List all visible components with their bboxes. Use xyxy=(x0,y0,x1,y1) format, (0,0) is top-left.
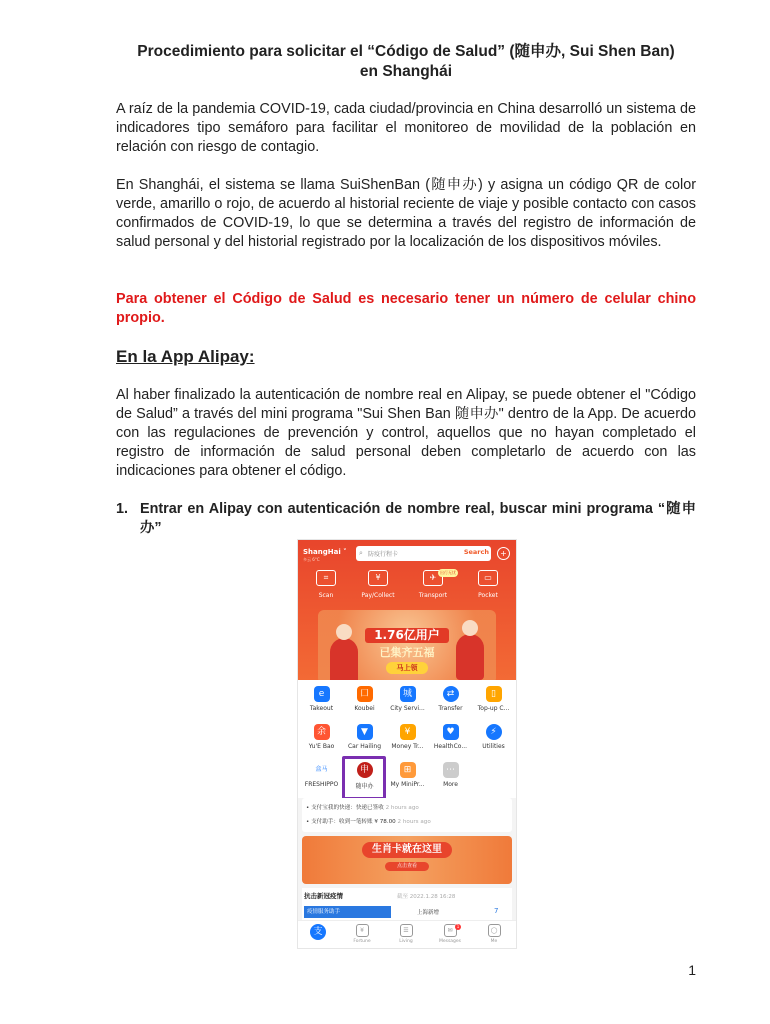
grid-label: Transfer xyxy=(438,705,463,712)
transport-icon: ✈ xyxy=(423,570,443,586)
freshippo-icon: 盒马 xyxy=(314,762,330,778)
grid-item-money-transfer[interactable] xyxy=(386,724,429,750)
koubei-icon: 口 xyxy=(357,686,373,702)
fortune-icon: ¥ xyxy=(356,924,369,937)
grid-label: Utilities xyxy=(482,743,505,750)
top-shortcuts xyxy=(298,570,516,604)
tab-label: Me xyxy=(490,939,498,944)
tab-messages[interactable] xyxy=(430,924,470,944)
title-line-2: en Shanghái xyxy=(359,63,453,80)
page-number: 1 xyxy=(688,962,696,978)
paragraph-suishenban: En Shanghái, el sistema se llama SuiShenBan (随申办) y asigna un código QR de color verde, amarillo o rojo, de acuerdo al historial reciente de viaje y posible contacto con casos confirmados de COVID-19, lo que se determina a través del registro de información de salud personal y del historial registrado por la localización de los dispositivos móviles. xyxy=(116,177,696,250)
news-city: 上海新增 xyxy=(417,910,440,916)
utilities-icon: ⚡ xyxy=(486,724,502,740)
search-bar[interactable] xyxy=(356,546,491,561)
grid-item-koubei[interactable] xyxy=(343,686,386,712)
grid-item-freshippo[interactable] xyxy=(300,762,343,788)
living-icon: ☰ xyxy=(400,924,413,937)
paragraph-intro: A raíz de la pandemia COVID-19, cada ciudad/provincia en China desarrolló un sistema de indicadores tipo semáforo para facilitar el monitoreo de movilidad de la población en relación con riesgo de contagio. xyxy=(116,101,696,155)
grid-label: Top-up C... xyxy=(477,705,510,712)
scan-label: Scan xyxy=(318,592,334,599)
grid-label: Money Tr... xyxy=(391,743,424,750)
step-number: 1. xyxy=(116,501,129,517)
tab-label: Fortune xyxy=(353,939,371,944)
grid-label: Koubei xyxy=(354,705,375,712)
banner-headline: 1.76亿用户 xyxy=(365,628,449,643)
section-heading: En la App Alipay: xyxy=(116,347,255,366)
notification-item[interactable]: • 支付宝我的快递：快递已签收 2 hours ago xyxy=(306,805,419,811)
grid-label: 随申办 xyxy=(355,783,374,790)
grid-label: HealthCo... xyxy=(433,743,468,750)
search-icon: ⌕ xyxy=(359,549,363,557)
search-placeholder: 防疫行程卡 xyxy=(368,551,399,558)
notification-list[interactable] xyxy=(302,798,512,832)
tab-home[interactable] xyxy=(298,924,338,940)
me-icon: ◯ xyxy=(488,924,501,937)
paragraph-requirement: Para obtener el Código de Salud es necesario tener un número de celular chino propio. xyxy=(116,291,696,326)
news-date: 截至 2022.1.28 16:28 xyxy=(397,894,456,900)
grid-label: My MiniPr... xyxy=(390,781,425,788)
grid-label: City Servi... xyxy=(390,705,425,712)
pay-icon: ¥ xyxy=(368,570,388,586)
step-text: Entrar en Alipay con autenticación de nombre real, buscar mini programa “随申办” xyxy=(140,501,696,536)
alipay-home-icon: 支 xyxy=(310,924,326,940)
grid-item-yuebao[interactable] xyxy=(300,724,343,750)
news-tag[interactable]: 疫情服务助手 xyxy=(304,906,391,918)
grid-label: Takeout xyxy=(309,705,334,712)
transport-badge: 出行无忧 xyxy=(440,570,456,575)
grid-item-mini-programs[interactable] xyxy=(386,762,429,788)
transfer-icon: ⇄ xyxy=(443,686,459,702)
grid-item-health[interactable] xyxy=(429,724,472,750)
add-icon[interactable]: + xyxy=(497,547,510,560)
grid-item-utilities[interactable] xyxy=(472,724,515,750)
grid-item-takeout[interactable] xyxy=(300,686,343,712)
health-icon: ♥ xyxy=(443,724,459,740)
grid-item-car-hailing[interactable] xyxy=(343,724,386,750)
alipay-screenshot xyxy=(297,539,517,949)
tab-label: Living xyxy=(399,939,413,944)
pocket-label: Pocket xyxy=(478,592,498,599)
promo-banner[interactable] xyxy=(298,604,516,684)
grid-item-city-service[interactable] xyxy=(386,686,429,712)
banner-button[interactable]: 马上领 xyxy=(386,662,428,674)
paragraph-alipay: Al haber finalizado la autenticación de nombre real en Alipay, se puede obtener el "Código de Salud” a través del mini programa "Sui Shen Ban 随申办" dentro de la App. De acuerdo con las regulaciones de prevención y control, aquellos que no hayan completado el registro de información de salud personal deben completarlo de acuerdo con las indicaciones para obtener el código. xyxy=(116,387,696,479)
transport-label: Transport xyxy=(418,592,448,599)
miniprogram-icon: ⊞ xyxy=(400,762,416,778)
zodiac-promo[interactable] xyxy=(302,836,512,884)
pay-collect-label: Pay/Collect xyxy=(361,592,395,599)
city-selector[interactable]: ShangHai ˅ xyxy=(303,548,347,556)
tab-fortune[interactable] xyxy=(342,924,382,944)
grid-label: Car Hailing xyxy=(347,743,382,750)
boy-figure xyxy=(456,634,484,680)
more-icon: ⋯ xyxy=(443,762,459,778)
messages-icon: ✉ xyxy=(444,924,457,937)
messages-badge: 1 xyxy=(456,924,460,929)
yuebao-icon: 余 xyxy=(314,724,330,740)
city-service-icon: 城 xyxy=(400,686,416,702)
banner-subline: 已集齐五福 xyxy=(379,646,435,659)
grid-label: Yu'E Bao xyxy=(308,743,335,750)
takeout-icon: e xyxy=(314,686,330,702)
grid-item-more[interactable] xyxy=(429,762,472,788)
grid-item-transfer[interactable] xyxy=(429,686,472,712)
pocket-button[interactable] xyxy=(463,570,513,599)
grid-item-topup[interactable] xyxy=(472,686,515,712)
app-grid xyxy=(298,680,516,798)
grid-label: FRESHIPPO xyxy=(304,781,339,788)
weather-text: 多云 6°C xyxy=(303,557,320,562)
car-hailing-icon: ▼ xyxy=(357,724,373,740)
notification-item[interactable]: • 支付助手：收到一笔转账 ¥ 78.00 2 hours ago xyxy=(306,819,431,825)
pocket-icon: ▭ xyxy=(478,570,498,586)
scan-button[interactable] xyxy=(301,570,351,599)
promo-title: 生肖卡就在这里 xyxy=(362,842,452,858)
document-title xyxy=(116,42,696,82)
alipay-header xyxy=(298,540,516,680)
girl-figure xyxy=(330,638,358,684)
pay-collect-button[interactable] xyxy=(353,570,403,599)
title-line-1: Procedimiento para solicitar el “Código de Salud” (随申办, Sui Shen Ban) xyxy=(137,43,675,60)
scan-icon: ⌗ xyxy=(316,570,336,586)
grid-label: More xyxy=(443,781,458,788)
highlight-box xyxy=(342,756,386,800)
promo-button[interactable]: 点击查看 xyxy=(385,862,429,871)
topup-icon: ▯ xyxy=(486,686,502,702)
tab-me[interactable] xyxy=(474,924,514,944)
tab-label: Messages xyxy=(438,939,462,944)
suishenban-icon: 申 xyxy=(357,762,373,778)
news-header: 抗击新冠疫情 xyxy=(304,892,343,900)
search-button[interactable]: Search xyxy=(463,548,489,556)
news-count: 7 xyxy=(494,907,499,915)
money-icon: ¥ xyxy=(400,724,416,740)
tab-living[interactable] xyxy=(386,924,426,944)
covid-news[interactable] xyxy=(302,888,512,920)
tab-bar xyxy=(298,920,516,949)
